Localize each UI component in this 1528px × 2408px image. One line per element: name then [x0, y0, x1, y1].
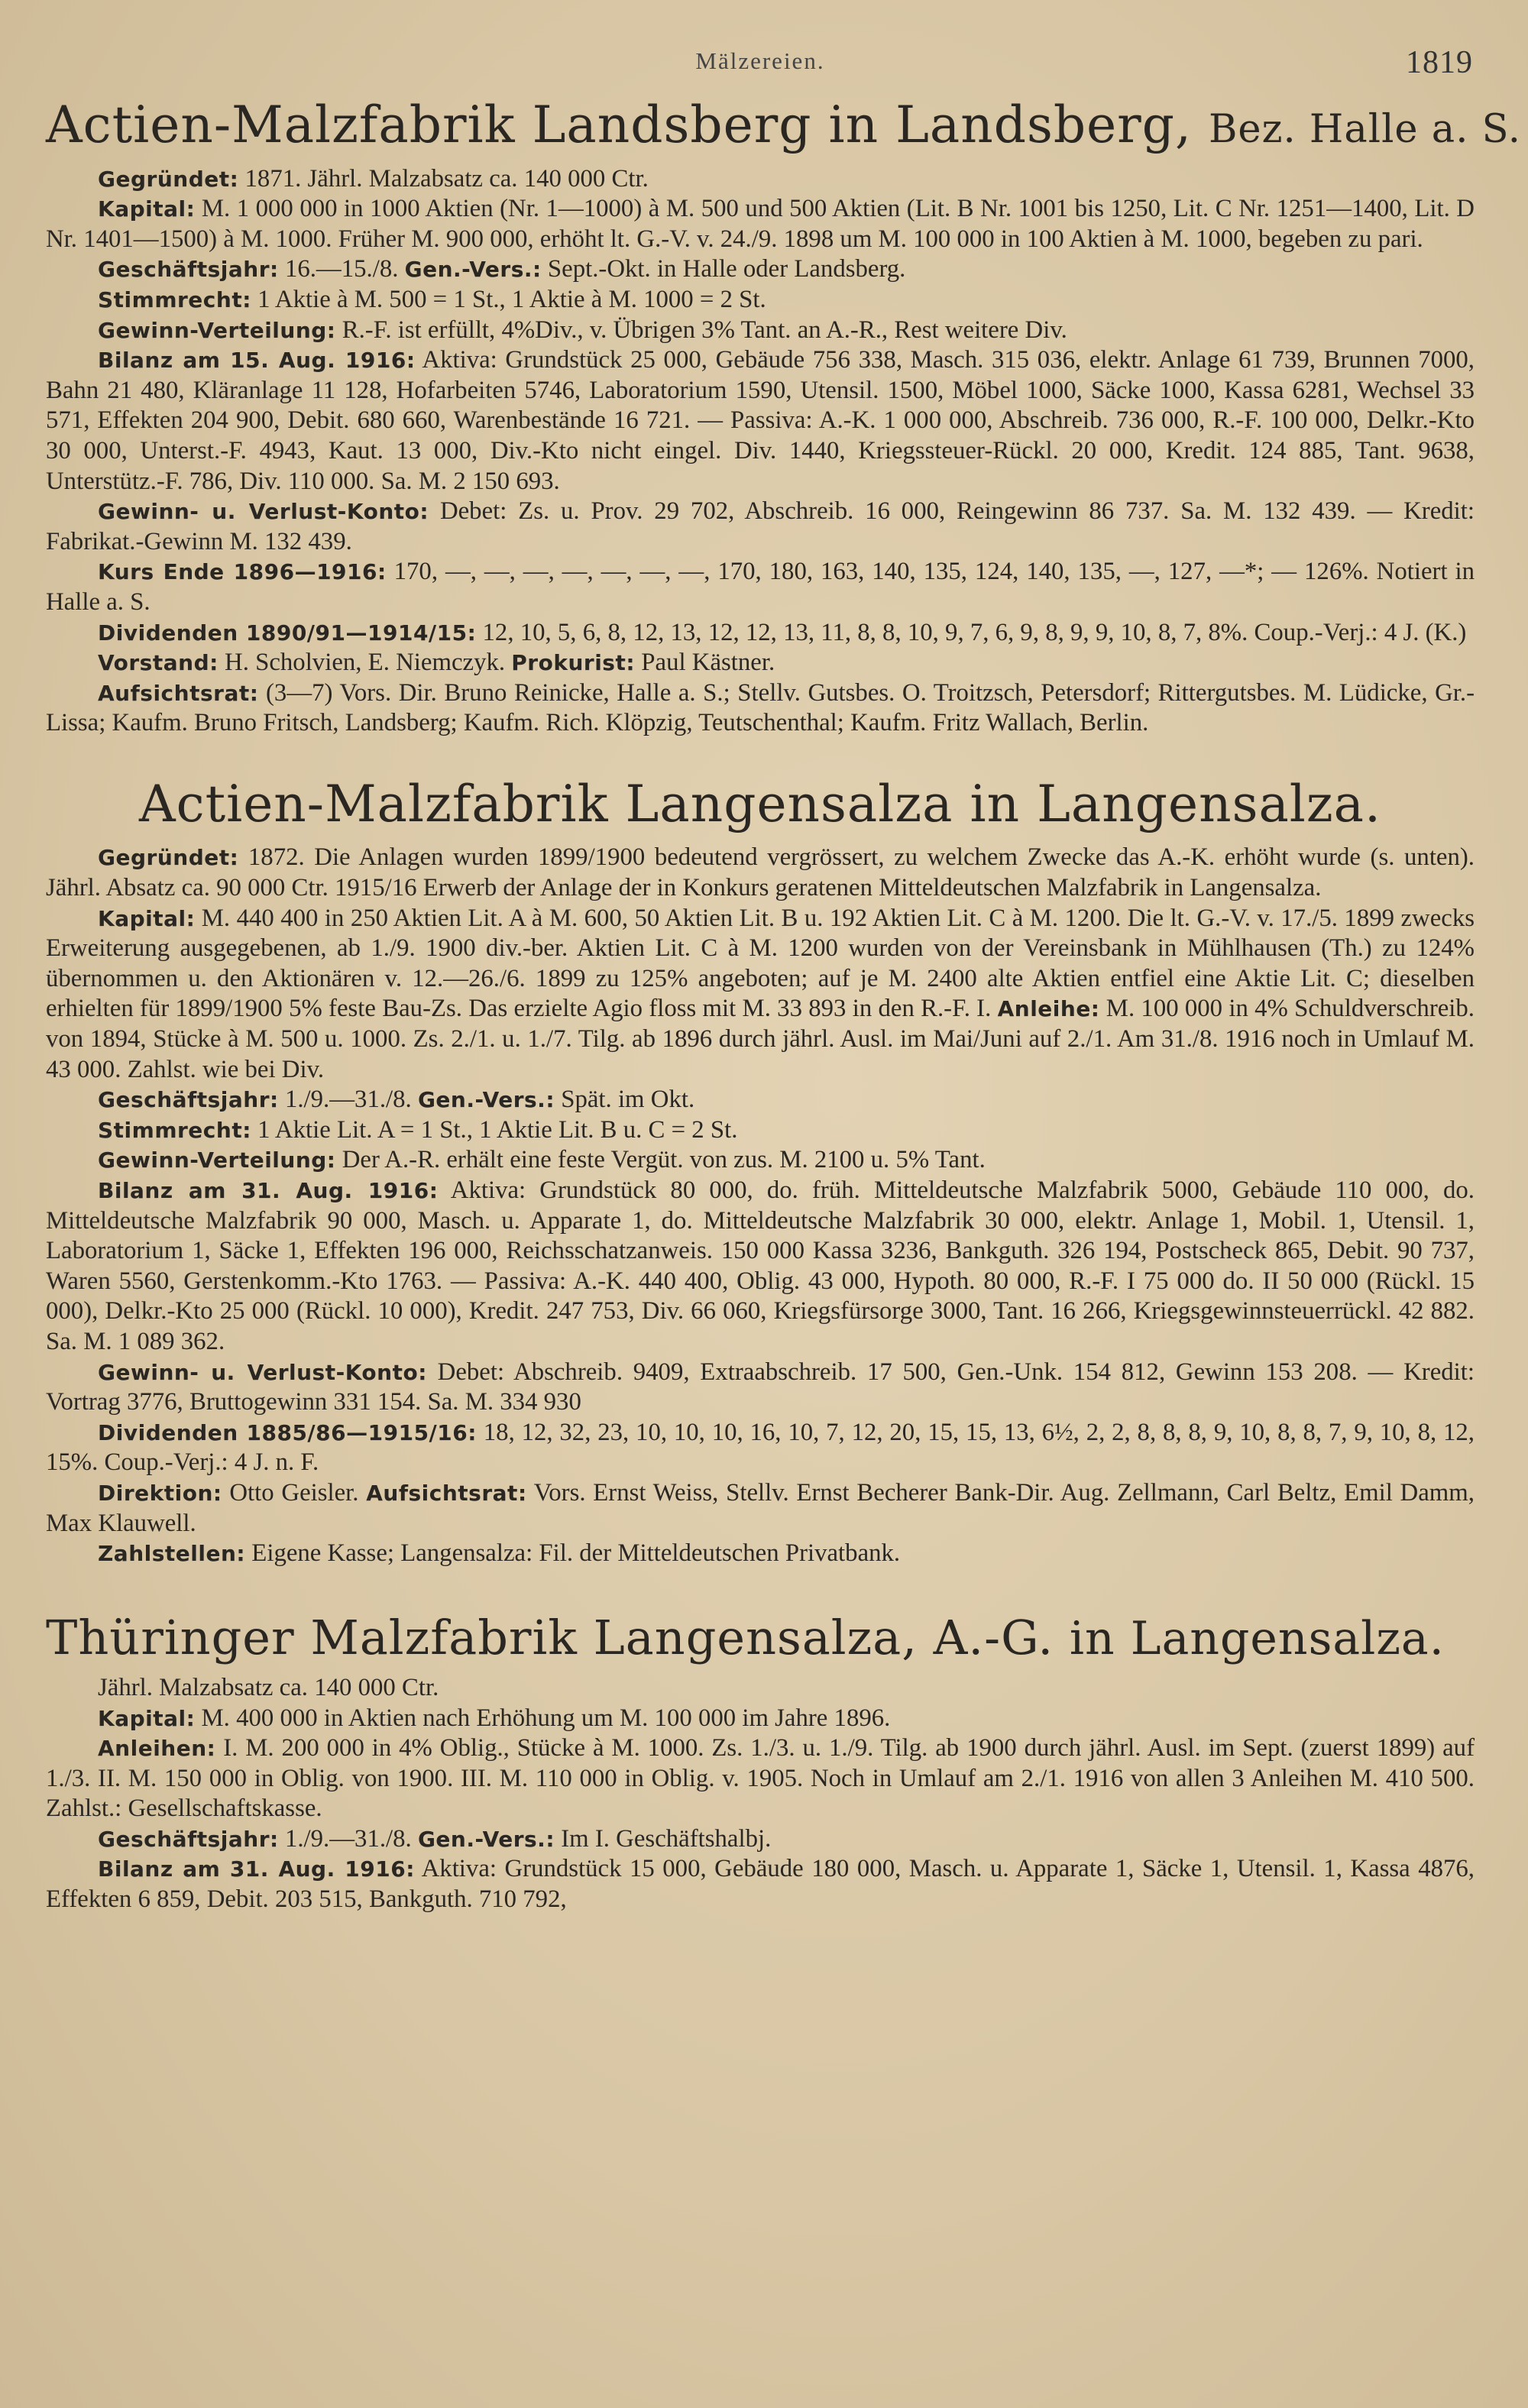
page-number: 1819	[1406, 45, 1473, 80]
section-title: Actien-Malzfabrik Langensalza in Langensalza.	[138, 774, 1382, 833]
entry-kapital: Kapital: M. 440 400 in 250 Aktien Lit. A à M. 600, 50 Aktien Lit. B u. 192 Aktien Lit. C à M. 1200. Die lt. G.-V. v. 17./5. 1899 zwecks Erweiterung ausgegebenen, ab 1./9. 1900 div.-ber. Aktien Lit. C à M. 1200 wurden von der Vereinsbank in Mühlhausen (Th.) zu 124% übernommen u. den Aktionären v. 12.—26./6. 1899 zu 125% angeboten; auf je M. 2400 alte Aktien entfiel eine Aktie Lit. C; dieselben erhielten für 1899/1900 5% feste Bau-Zs. Das erzielte Agio floss mit M. 33 893 in den R.-F. I. Anleihe: M. 100 000 in 4% Schuldverschreib. von 1894, Stücke à M. 500 u. 1000. Zs. 2./1. u. 1./7. Tilg. ab 1896 durch jährl. Ausl. im Mai/Juni auf 2./1. Am 31./8. 1916 noch in Umlauf M. 43 000. Zahlst. wie bei Div.	[46, 904, 1475, 1083]
entry-geschaeftsjahr: Geschäftsjahr: 1./9.—31./8. Gen.-Vers.: Im I. Geschäftshalbj.	[98, 1824, 772, 1853]
entry-dividenden: Dividenden 1885/86—1915/16: 18, 12, 32, 23, 10, 10, 10, 16, 10, 7, 12, 20, 15, 15, 13, 6½, 2, 2, 8, 8, 8, 9, 10, 8, 8, 7, 9, 10, 8, 12, 15%. Coup.-Verj.: 4 J. n. F.	[46, 1418, 1475, 1477]
section-landsberg	[46, 95, 1521, 739]
running-head-title: Mälzereien.	[695, 47, 825, 74]
section-title: Thüringer Malzfabrik Langensalza, A.-G. in Langensalza.	[46, 1609, 1445, 1665]
entry-zahlstellen: Zahlstellen: Eigene Kasse; Langensalza: Fil. der Mitteldeutschen Privatbank.	[98, 1539, 901, 1568]
entry-bilanz: Bilanz am 31. Aug. 1916: Aktiva: Grundstück 80 000, do. früh. Mitteldeutsche Malzfabrik 5000, Gebäude 110 000, do. Mitteldeutsche Malzfabrik 90 000, Masch. u. Apparate 1, do. Mitteldeutsche Malzfabrik 30 000, elektr. Anlage 1, Mobil. 1, Utensil. 1, Laboratorium 1, Säcke 1, Effekten 196 000, Reichsschatzanweis. 150 000 Kassa 3236, Bankguth. 326 194, Postscheck 865, Debit. 90 737, Waren 5560, Gerstenkomm.-Kto 1763. — Passiva: A.-K. 440 400, Oblig. 43 000, Hypoth. 80 000, R.-F. I 75 000 do. II 50 000 (Rückl. 15 000), Delkr.-Kto 25 000 (Rückl. 10 000), Kredit. 247 753, Div. 66 060, Kriegsfürsorge 3000, Tant. 16 266, Kriegsgewinnsteuerrückl. 42 882. Sa. M. 1 089 362.	[46, 1176, 1475, 1355]
entry-direktion: Direktion: Otto Geisler. Aufsichtsrat: Vors. Ernst Weiss, Stellv. Ernst Becherer Bank-Dir. Aug. Zellmann, Carl Beltz, Emil Damm, Max Klauwell.	[46, 1478, 1475, 1537]
entry-vorstand: Vorstand: H. Scholvien, E. Niemczyk. Prokurist: Paul Kästner.	[98, 649, 775, 677]
entry-bilanz: Bilanz am 31. Aug. 1916: Aktiva: Grundstück 15 000, Gebäude 180 000, Masch. u. Apparate 1, Säcke 1, Utensil. 1, Kassa 4876, Effekten 6 859, Debit. 203 515, Bankguth. 710 792,	[46, 1855, 1475, 1914]
section-title: Actien-Malzfabrik Landsberg in Landsberg, Bez. Halle a. S.	[46, 95, 1521, 154]
entry-stimmrecht: Stimmrecht: 1 Aktie à M. 500 = 1 St., 1 Aktie à M. 1000 = 2 St.	[98, 285, 766, 313]
entry-gewinn-verteilung: Gewinn-Verteilung: Der A.-R. erhält eine feste Vergüt. von zus. M. 2100 u. 5% Tant.	[98, 1146, 986, 1174]
entry-kapital: Kapital: M. 1 000 000 in 1000 Aktien (Nr. 1—1000) à M. 500 und 500 Aktien (Lit. B Nr. 1001 bis 1250, Lit. C Nr. 1251—1400, Lit. D Nr. 1401—1500) à M. 1000. Früher M. 900 000, erhöht lt. G.-V. v. 24./9. 1898 um M. 100 000 in 100 Aktien à M. 1000, begeben zu pari.	[46, 195, 1475, 253]
entry-bilanz: Bilanz am 15. Aug. 1916: Aktiva: Grundstück 25 000, Gebäude 756 338, Masch. 315 036, elektr. Anlage 61 739, Brunnen 7000, Bahn 21 480, Kläranlage 11 128, Hofarbeiten 5746, Laboratorium 1590, Utensil. 1500, Möbel 1000, Säcke 1000, Kassa 6281, Wechsel 33 571, Effekten 204 900, Debit. 680 660, Warenbestände 16 721. — Passiva: A.-K. 1 000 000, Abschreib. 736 000, R.-F. 100 000, Delkr.-Kto 30 000, Unterst.-F. 4943, Kaut. 13 000, Div.-Kto nicht eingel. Div. 1440, Kriegssteuer-Rückl. 20 000, Kredit. 124 885, Tant. 9638, Unterstütz.-F. 786, Div. 110 000. Sa. M. 2 150 693.	[46, 346, 1475, 495]
entry-geschaeftsjahr: Geschäftsjahr: 1./9.—31./8. Gen.-Vers.: Spät. im Okt.	[98, 1086, 695, 1114]
entry-stimmrecht: Stimmrecht: 1 Aktie Lit. A = 1 St., 1 Aktie Lit. B u. C = 2 St.	[98, 1115, 738, 1144]
entry-gegruendet: Gegründet: 1871. Jährl. Malzabsatz ca. 140 000 Ctr.	[98, 164, 649, 193]
section-langensalza-actien	[46, 774, 1475, 1569]
entry-gegruendet: Gegründet: 1872. Die Anlagen wurden 1899/1900 bedeutend vergrössert, zu welchem Zwecke das A.-K. erhöht wurde (s. unten). Jährl. Absatz ca. 90 000 Ctr. 1915/16 Erwerb der Anlage der in Konkurs geratenen Mitteldeutschen Malzfabrik in Langensalza.	[46, 843, 1475, 902]
entry-anleihen: Anleihen: I. M. 200 000 in 4% Oblig., Stücke à M. 1000. Zs. 1./3. u. 1./9. Tilg. ab 1900 durch jährl. Ausl. im Sept. (zuerst 1899) auf 1./3. II. M. 150 000 in Oblig. von 1900. III. M. 110 000 in Oblig. v. 1905. Noch in Umlauf am 2./1. 1916 von allen 3 Anleihen M. 410 500. Zahlst.: Gesellschaftskasse.	[46, 1734, 1475, 1823]
entry-kapital: Kapital: M. 400 000 in Aktien nach Erhöhung um M. 100 000 im Jahre 1896.	[98, 1704, 891, 1732]
entry-aufsichtsrat: Aufsichtsrat: (3—7) Vors. Dir. Bruno Reinicke, Halle a. S.; Stellv. Gutsbes. O. Troitzsch, Petersdorf; Rittergutsbes. M. Lüdicke, Gr.-Lissa; Kaufm. Bruno Fritsch, Landsberg; Kaufm. Rich. Klöpzig, Teutschenthal; Kaufm. Fritz Wallach, Berlin.	[46, 678, 1475, 737]
entry-malzabsatz: Jährl. Malzabsatz ca. 140 000 Ctr.	[98, 1673, 439, 1701]
running-head	[46, 34, 1475, 87]
entry-gewinn-verteilung: Gewinn-Verteilung: R.-F. ist erfüllt, 4%Div., v. Übrigen 3% Tant. an A.-R., Rest weitere Div.	[98, 316, 1067, 344]
entry-gewinn-verlust: Gewinn- u. Verlust-Konto: Debet: Abschreib. 9409, Extraabschreib. 17 500, Gen.-Unk. 154 812, Gewinn 153 208. — Kredit: Vortrag 3776, Bruttogewinn 331 154. Sa. M. 334 930	[46, 1358, 1475, 1416]
section-thueringer-malzfabrik	[46, 1609, 1475, 1915]
entry-dividenden: Dividenden 1890/91—1914/15: 12, 10, 5, 6, 8, 12, 13, 12, 12, 13, 11, 8, 8, 10, 9, 7, 6, 9, 8, 9, 9, 10, 8, 7, 8%. Coup.-Verj.: 4 J. (K.)	[98, 618, 1467, 646]
entry-geschaeftsjahr: Geschäftsjahr: 16.—15./8. Gen.-Vers.: Sept.-Okt. in Halle oder Landsberg.	[98, 255, 906, 283]
entry-kurs: Kurs Ende 1896—1916: 170, —, —, —, —, —, —, —, 170, 180, 163, 140, 135, 124, 140, 135, —, 127, —*; — 126%. Notiert in Halle a. S.	[46, 558, 1475, 616]
entry-gewinn-verlust: Gewinn- u. Verlust-Konto: Debet: Zs. u. Prov. 29 702, Abschreib. 16 000, Reingewinn 86 737. Sa. M. 132 439. — Kredit: Fabrikat.-Gewinn M. 132 439.	[46, 497, 1475, 555]
